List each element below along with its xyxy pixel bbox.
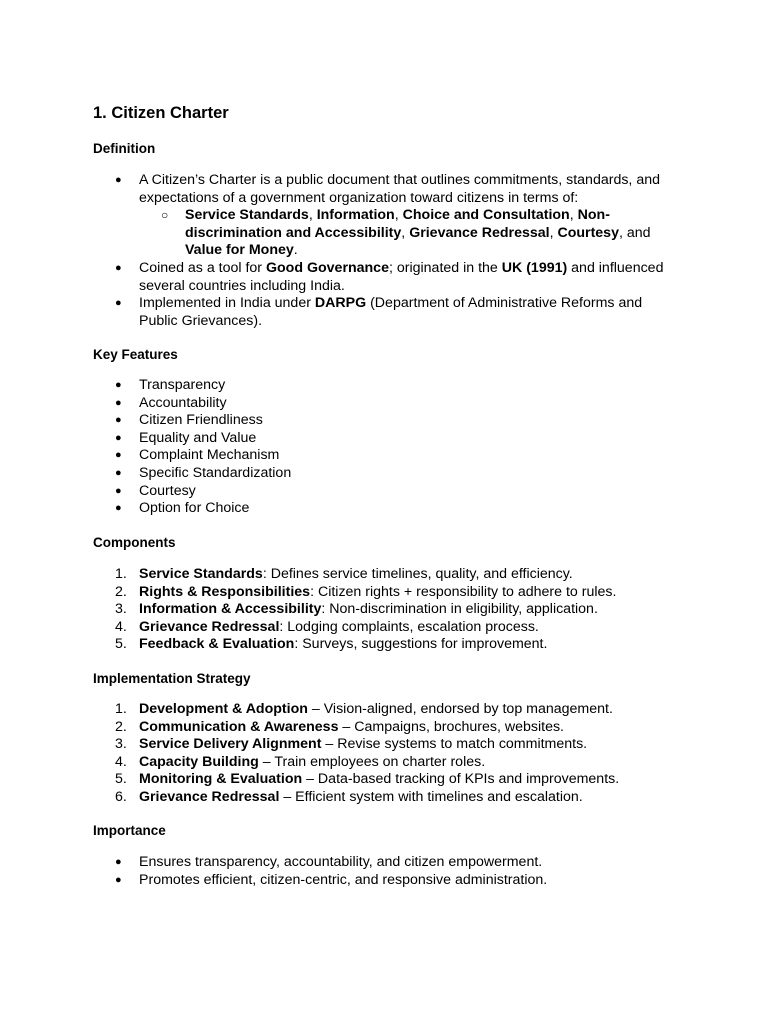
definition-sublist — [139, 207, 683, 260]
list-item: Service Standards, Information, Choice and Consultation, Non-discrimination and Accessibility, Grievance Redressal, Courtesy, and Value for Money. — [185, 207, 651, 259]
importance-list — [93, 854, 683, 889]
list-item: Coined as a tool for Good Governance; originated in the UK (1991) and influenced several countries including India. — [139, 259, 664, 294]
definition-list — [93, 172, 683, 330]
list-item: A Citizen’s Charter is a public document that outlines commitments, standards, and expectations of a government organization toward citizens in terms of: Service Standards, Information, Choice and Consultation, Non-discrimination and Accessibility, Grievance Redressal, Courtesy, and Value for Money. — [93, 172, 683, 260]
list-item: 6. Grievance Redressal – Efficient system with timelines and escalation. — [115, 788, 583, 805]
list-item: Equality and Value — [139, 429, 257, 446]
page-title: 1. Citizen Charter — [93, 104, 229, 122]
list-item: 3. Service Delivery Alignment – Revise systems to match commitments. — [115, 736, 588, 753]
list-item: 1. Service Standards: Defines service timelines, quality, and efficiency. — [115, 566, 573, 582]
list-item: 4. Grievance Redressal: Lodging complaints, escalation process. — [115, 618, 539, 635]
list-item: 3. Information & Accessibility: Non-discrimination in eligibility, application. — [115, 601, 598, 618]
key-features-list — [93, 377, 683, 518]
list-item: 5. Feedback & Evaluation: Surveys, suggestions for improvement. — [115, 636, 548, 653]
list-item: Promotes efficient, citizen-centric, and responsive administration. — [139, 871, 548, 888]
list-item: Transparency — [139, 377, 226, 393]
list-item: Citizen Friendliness — [139, 412, 263, 429]
list-item: Courtesy — [139, 482, 196, 499]
definition-heading: Definition — [93, 141, 156, 156]
implementation-heading: Implementation Strategy — [93, 671, 251, 686]
list-item: 4. Capacity Building – Train employees on charter roles. — [115, 753, 486, 770]
list-item: Complaint Mechanism — [139, 447, 280, 464]
list-item: Specific Standardization — [139, 464, 292, 481]
list-item: Implemented in India under DARPG (Department of Administrative Reforms and Public Grievances). — [139, 295, 643, 329]
key-features-heading: Key Features — [93, 347, 178, 362]
list-item: 2. Rights & Responsibilities: Citizen rights + responsibility to adhere to rules. — [115, 583, 617, 600]
implementation-list — [93, 701, 683, 807]
components-heading: Components — [93, 535, 176, 550]
importance-heading: Importance — [93, 823, 166, 838]
components-list — [93, 566, 683, 654]
list-item: 2. Communication & Awareness – Campaigns, brochures, websites. — [115, 718, 565, 735]
list-item: 1. Development & Adoption – Vision-aligned, endorsed by top management. — [115, 701, 613, 717]
list-item: 5. Monitoring & Evaluation – Data-based tracking of KPIs and improvements. — [115, 771, 620, 788]
list-item: Ensures transparency, accountability, and citizen empowerment. — [139, 854, 543, 870]
list-item: Option for Choice — [139, 500, 250, 517]
list-item: Accountability — [139, 394, 227, 411]
